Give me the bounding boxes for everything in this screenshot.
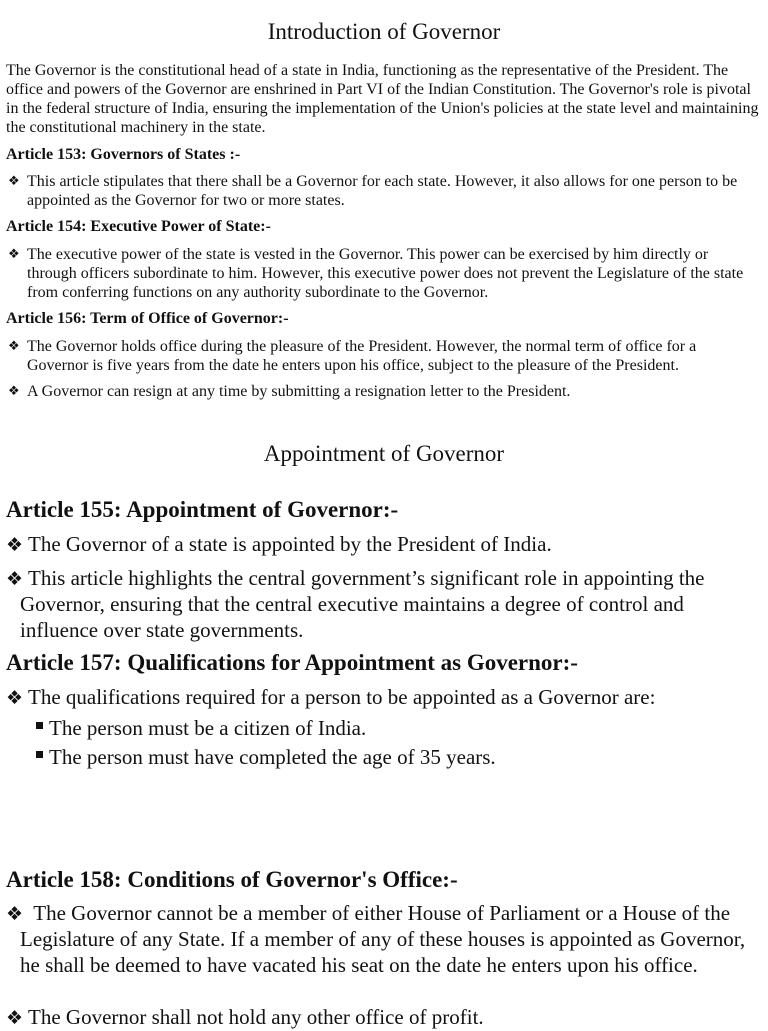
- square-bullet-icon: [36, 722, 43, 729]
- bullet-text: The Governor cannot be a member of either House of Parliament or a House of the Legislature of any State. If a member of any of these houses is appointed as Governor, he shall be deemed to have vacated his seat on the date he enters upon his office.: [20, 901, 751, 977]
- bullet-text: The Governor of a state is appointed by the President of India.: [28, 532, 552, 556]
- bullet-text: The Governor shall not hold any other office of profit.: [28, 1005, 484, 1029]
- list-item: [8, 245, 760, 302]
- appointment-title: Appointment of Governor: [263, 441, 505, 466]
- sub-bullet-text: The person must have completed the age of 35 years.: [49, 745, 496, 769]
- bullet-text: The Governor holds office during the pleasure of the President. However, the normal term of office for a Governor is five years from the date he enters upon his office, subject to the pleasure of the President.: [27, 338, 697, 374]
- article-154-heading: Article 154: Executive Power of State:-: [6, 218, 271, 235]
- list-item: [6, 1004, 762, 1030]
- four-diamond-bullet-icon: ❖: [6, 687, 24, 709]
- article-156-heading: Article 156: Term of Office of Governor:-: [6, 310, 289, 327]
- list-item: [6, 565, 762, 643]
- sub-bullet-text: The person must be a citizen of India.: [49, 716, 367, 740]
- article-157-heading: Article 157: Qualifications for Appointment as Governor:-: [6, 650, 578, 675]
- sub-list-item: [34, 744, 754, 770]
- article-153-heading: Article 153: Governors of States :-: [6, 146, 241, 163]
- article-155-heading: Article 155: Appointment of Governor:-: [6, 497, 399, 522]
- list-item: [8, 382, 760, 401]
- bullet-text: The executive power of the state is vested in the Governor. This power can be exercised by him directly or through officers subordinate to him. However, this executive power does not prevent the Legislature of the state from conferring functions on any authority subordinate to the Governor.: [27, 246, 744, 301]
- list-item: [6, 900, 762, 978]
- list-item: [6, 684, 762, 710]
- four-diamond-bullet-icon: ❖: [6, 903, 24, 925]
- sub-list-item: [34, 715, 754, 741]
- square-bullet-icon: [36, 751, 43, 758]
- bullet-text: This article stipulates that there shall be a Governor for each state. However, it also allows for one person to be appointed as the Governor for two or more states.: [27, 173, 738, 209]
- intro-title: Introduction of Governor: [267, 19, 501, 44]
- list-item: [8, 337, 760, 375]
- bullet-text: A Governor can resign at any time by submitting a resignation letter to the President.: [27, 383, 571, 400]
- four-diamond-bullet-icon: ❖: [6, 534, 24, 556]
- list-item: [8, 172, 760, 210]
- intro-paragraph: The Governor is the constitutional head of a state in India, functioning as the representative of the President. The office and powers of the Governor are enshrined in Part VI of the Indian Constitution. The Governor's role is pivotal in the federal structure of India, ensuring the implementation of the Union's policies at the state level and maintaining the constitutional machinery in the state.: [6, 62, 759, 136]
- four-diamond-bullet-icon: ❖: [6, 568, 24, 590]
- four-diamond-bullet-icon: ❖: [8, 247, 20, 262]
- article-158-heading: Article 158: Conditions of Governor's Office:-: [6, 867, 458, 892]
- four-diamond-bullet-icon: ❖: [6, 1007, 24, 1029]
- four-diamond-bullet-icon: ❖: [8, 174, 20, 189]
- four-diamond-bullet-icon: ❖: [8, 384, 20, 399]
- bullet-text: This article highlights the central government’s significant role in appointing the Governor, ensuring that the central executive maintains a degree of control and influence over state governments.: [20, 566, 705, 642]
- list-item: [6, 531, 762, 557]
- bullet-text: The qualifications required for a person to be appointed as a Governor are:: [28, 685, 656, 709]
- four-diamond-bullet-icon: ❖: [8, 339, 20, 354]
